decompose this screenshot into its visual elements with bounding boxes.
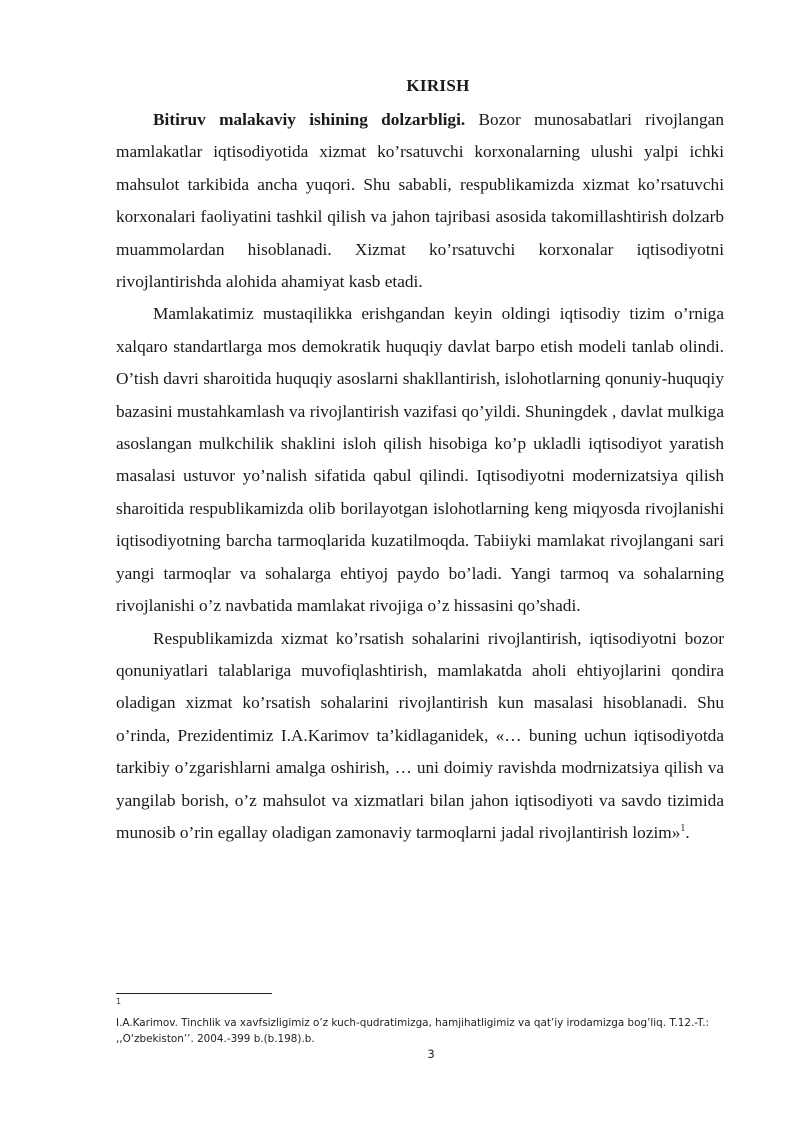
section-heading: KIRISH [406,76,470,95]
footnote-text: I.A.Karimov. Tinchlik va xavfsizligimiz o’z kuch-qudratimizga, hamjihatligimiz va qat’iy irodamizga bog’liq. T.12.-T.: ,,O‘zbekiston’’. 2004.-399 b.(b.198).b. [116,1017,709,1045]
body-text [116,104,724,849]
paragraph-independence: Mamlakatimiz mustaqilikka erishgandan keyin oldingi iqtisodiy tizim o’rniga xalqaro standartlarga mos demokratik huquqiy davlat barpo etish modeli tanlab olindi. O’tish davri sharoitida huquqiy asoslarni shakllantirish, islohotlarning qonuniy-huquqiy bazasini mustahkamlash va rivojlantirish vazifasi qo’yildi. Shuningdek , davlat mulkiga asoslangan mulkchilik shaklini isloh qilish hisobiga ko’p ukladli iqtisodiyot yaratish masalasi ustuvor yo’nalish sifatida qabul qilindi. Iqtisodiyotni modernizatsiya qilish sharoitida respublikamizda olib borilayotgan islohotlarning keng miqyosda rivojlanishi iqtisodiyotning barcha tarmoqlarida kuzatilmoqda. Tabiiyki mamlakat rivojlangani sari yangi tarmoqlar va sohalarga ehtiyoj paydo bo’ladi. Yangi tarmoq va sohalarning rivojlanishi o’z navbatida mamlakat rivojiga o’z hissasini qo’shadi. [116,304,724,616]
paragraph-relevance-text: Bozor munosabatlari rivojlangan mamlakatlar iqtisodiyotida xizmat ko’rsatuvchi korxonalarning ulushi yalpi ichki mahsulot tarkibida ancha yuqori. Shu sababli, respublikamizda xizmat ko’rsatuvchi korxonalari faoliyatini tashkil qilish va jahon tajribasi asosida takomillashtirish dolzarb muammolardan hisoblanadi. Xizmat ko’rsatuvchi korxonalar iqtisodiyotni rivojlantirishda alohida ahamiyat kasb etadi. [116,110,724,292]
footnote-divider [116,993,272,994]
footnote-mark: 1 [116,997,122,1006]
page-number: 3 [427,1047,435,1061]
paragraph-services-text: Respublikamizda xizmat ko’rsatish sohalarini rivojlantirish, iqtisodiyotni bozor qonuniyatlari talablariga muvofiqlashtirish, mamlakatda aholi ehtiyojlarini qondira oladigan xizmat ko’rsatish sohalarini rivojlantirish kun masalasi hisoblanadi. Shu o’rinda, Prezidentimiz I.A.Karimov ta’kidlaganidek, «… buning uchun iqtisodiyotda tarkibiy o’zgarishlarni amalga oshirish, … uni doimiy ravishda modrnizatsiya qilish va yangilab borish, o’z mahsulot va xizmatlari bilan jahon iqtisodiyoti va savdo tizimida munosib o’rin egallay oladigan zamonaviy tarmoqlarni jadal rivojlantirish lozim» [116,628,724,842]
paragraph-services-end: . [685,822,690,842]
footnote-reference[interactable]: 1 [680,823,686,835]
paragraph-relevance [116,104,724,298]
paragraph-lead-bold: Bitiruv malakaviy ishining dolzarbligi. [153,110,466,129]
paragraph-services [116,623,724,850]
